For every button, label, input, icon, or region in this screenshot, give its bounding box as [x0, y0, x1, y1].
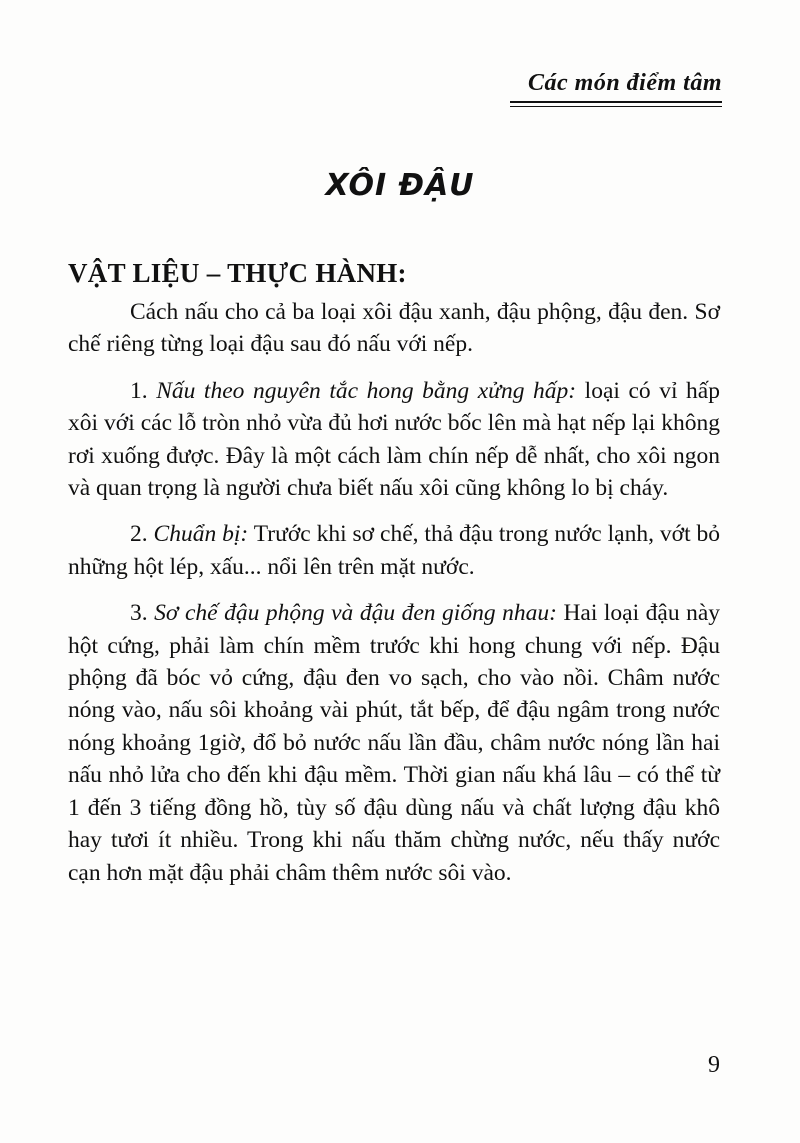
- step-emphasis: Nấu theo nguyên tắc hong bằng xửng hấp:: [156, 377, 577, 404]
- running-header: Các món điểm tâm: [528, 70, 722, 96]
- paragraph-intro: [68, 296, 720, 361]
- page-number: 9: [708, 1052, 720, 1078]
- header-rule: [510, 101, 722, 103]
- paragraph-step-2: [68, 518, 720, 583]
- section-heading: VẬT LIỆU – THỰC HÀNH:: [68, 258, 407, 288]
- paragraph-text: Cách nấu cho cả ba loại xôi đậu xanh, đậu phộng, đậu đen. Sơ chế riêng từng loại đậu sau đó nấu với nếp.: [68, 299, 720, 358]
- step-number: 1.: [130, 377, 157, 404]
- step-number: 3.: [130, 600, 155, 627]
- body-text: [68, 296, 720, 903]
- step-number: 2.: [130, 521, 154, 548]
- step-emphasis: Sơ chế đậu phộng và đậu đen giống nhau:: [154, 600, 557, 627]
- step-emphasis: Chuẩn bị:: [153, 521, 249, 548]
- header-rule-thin: [510, 106, 722, 107]
- paragraph-step-3: [68, 597, 720, 889]
- paragraph-text: Hai loại đậu này hột cứng, phải làm chín mềm trước khi hong chung với nếp. Đậu phộng đã bóc vỏ cứng, đậu đen vo sạch, cho vào nồi. Châm nước nóng vào, nấu sôi khoảng vài phút, tắt bếp, để đậu ngâm trong nước nóng khoảng 1giờ, đổ bỏ nước nấu lần đầu, châm nước nóng lần hai nấu nhỏ lửa cho đến khi đậu mềm. Thời gian nấu khá lâu – có thể từ 1 đến 3 tiếng đồng hồ, tùy số đậu dùng nấu và chất lượng đậu khô hay tươi ít nhiều. Trong khi nấu thăm chừng nước, nếu thấy nước cạn hơn mặt đậu phải châm thêm nước sôi vào.: [68, 600, 721, 886]
- paragraph-text: Trước khi sơ chế, thả đậu trong nước lạnh, vớt bỏ những hột lép, xấu... nổi lên trên mặt nước.: [68, 521, 721, 580]
- paragraph-step-1: [68, 375, 720, 505]
- paragraph-text: loại có vỉ hấp xôi với các lỗ tròn nhỏ vừa đủ hơi nước bốc lên mà hạt nếp lại không rơi xuống được. Đây là một cách làm chín nếp dễ nhất, cho xôi ngon và quan trọng là người chưa biết nấu xôi cũng không lo bị cháy.: [68, 377, 720, 502]
- chapter-title: XÔI ĐẬU: [325, 168, 475, 203]
